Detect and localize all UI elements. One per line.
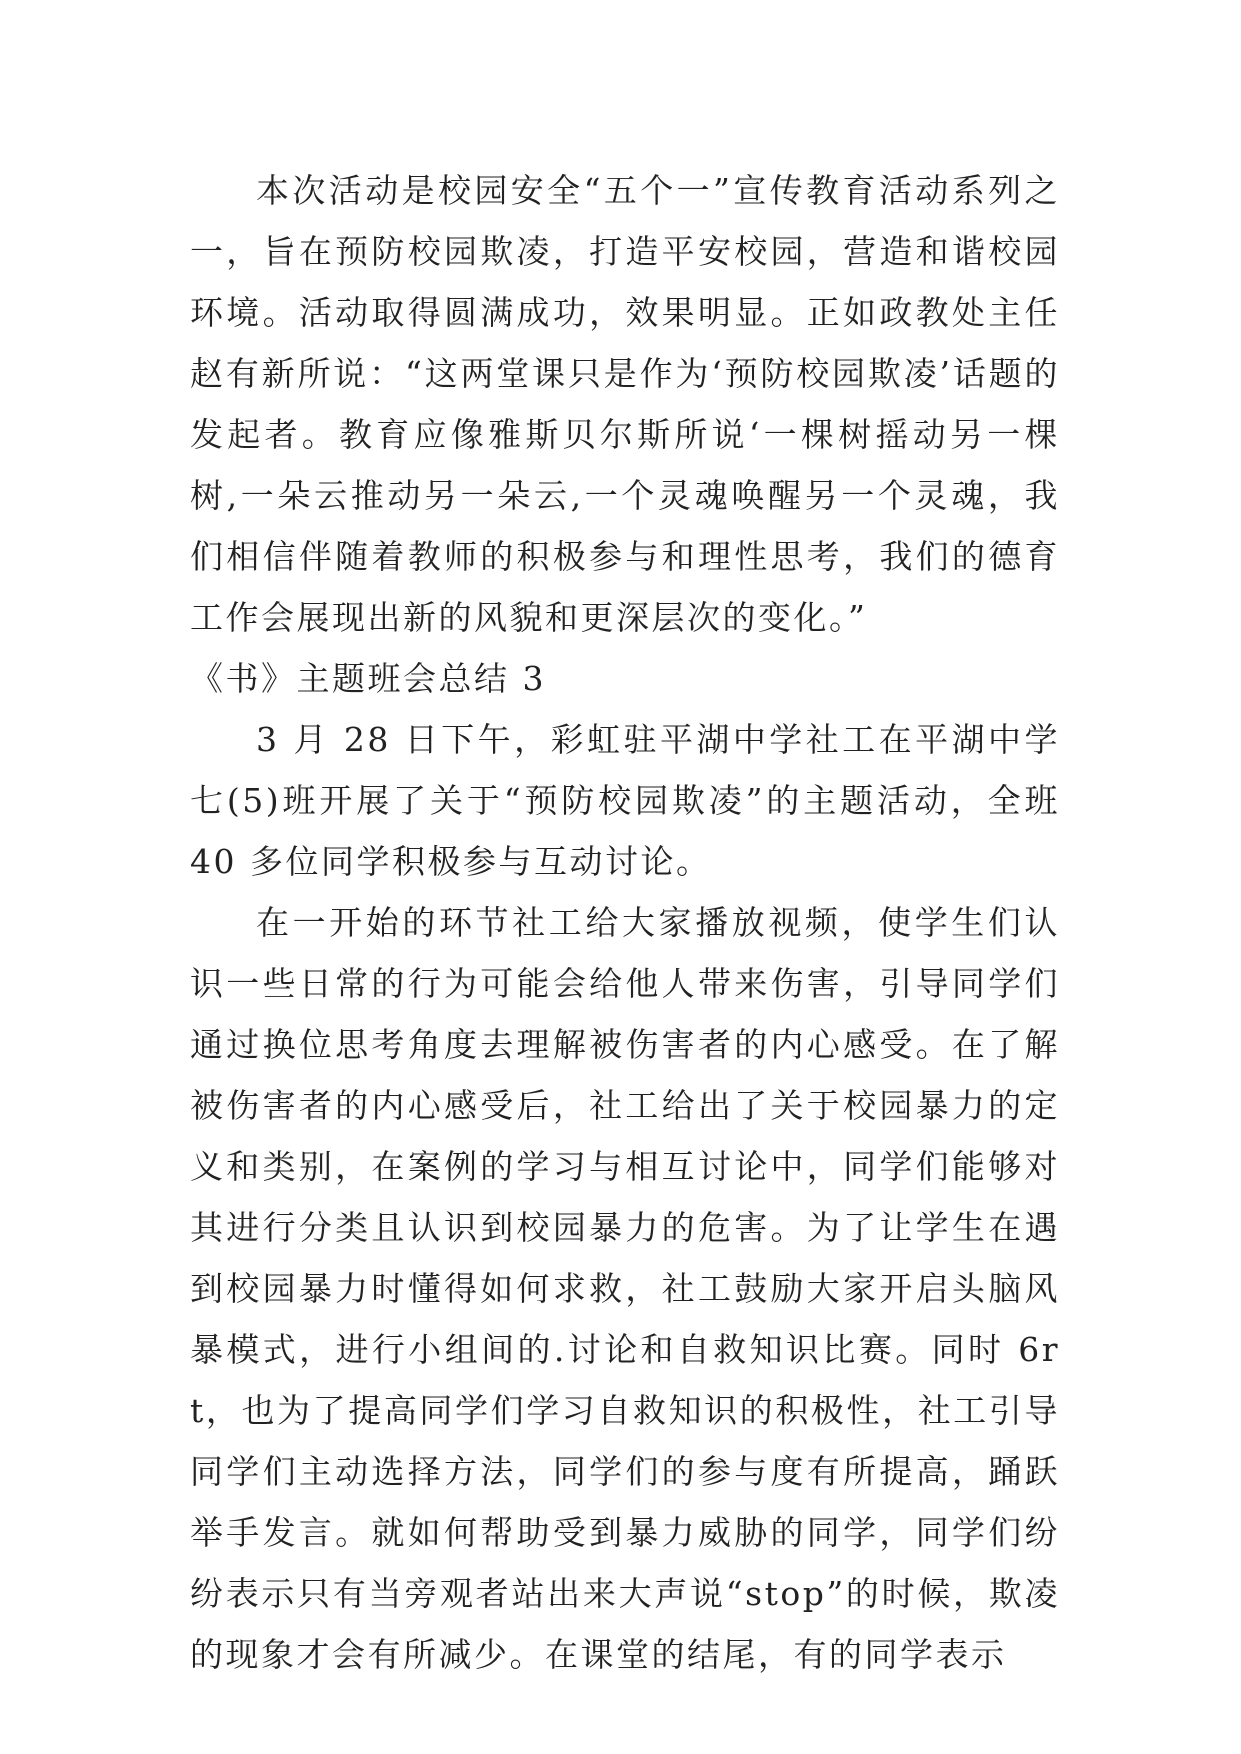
section-heading: 《书》主题班会总结 3 [190, 659, 546, 698]
paragraph-activity-summary: 本次活动是校园安全“五个一”宣传教育活动系列之一，旨在预防校园欺凌，打造平安校园，营造和谐校园环境。活动取得圆满成功，效果明显。正如政教处主任赵有新所说：“这两堂课只是作为‘预防校园欺凌’话题的发起者。教育应像雅斯贝尔斯所说‘一棵树摇动另一棵树,一朵云推动另一朵云,一个灵魂唤醒另一个灵魂，我们相信伴随着教师的积极参与和理性思考，我们的德育工作会展现出新的风貌和更深层次的变化。” [190, 171, 1060, 637]
document-body [190, 160, 1060, 1685]
paragraph-event-details: 在一开始的环节社工给大家播放视频，使学生们认识一些日常的行为可能会给他人带来伤害，引导同学们通过换位思考角度去理解被伤害者的内心感受。在了解被伤害者的内心感受后，社工给出了关于校园暴力的定义和类别，在案例的学习与相互讨论中，同学们能够对其进行分类且认识到校园暴力的危害。为了让学生在遇到校园暴力时懂得如何求救，社工鼓励大家开启头脑风暴模式，进行小组间的.讨论和自救知识比赛。同时 6rt，也为了提高同学们学习自救知识的积极性，社工引导同学们主动选择方法，同学们的参与度有所提高，踊跃举手发言。就如何帮助受到暴力威胁的同学，同学们纷纷表示只有当旁观者站出来大声说“stop”的时候，欺凌的现象才会有所减少。在课堂的结尾，有的同学表示 [190, 903, 1060, 1674]
paragraph-event-intro: 3 月 28 日下午，彩虹驻平湖中学社工在平湖中学七(5)班开展了关于“预防校园欺凌”的主题活动，全班 40 多位同学积极参与互动讨论。 [190, 720, 1060, 881]
